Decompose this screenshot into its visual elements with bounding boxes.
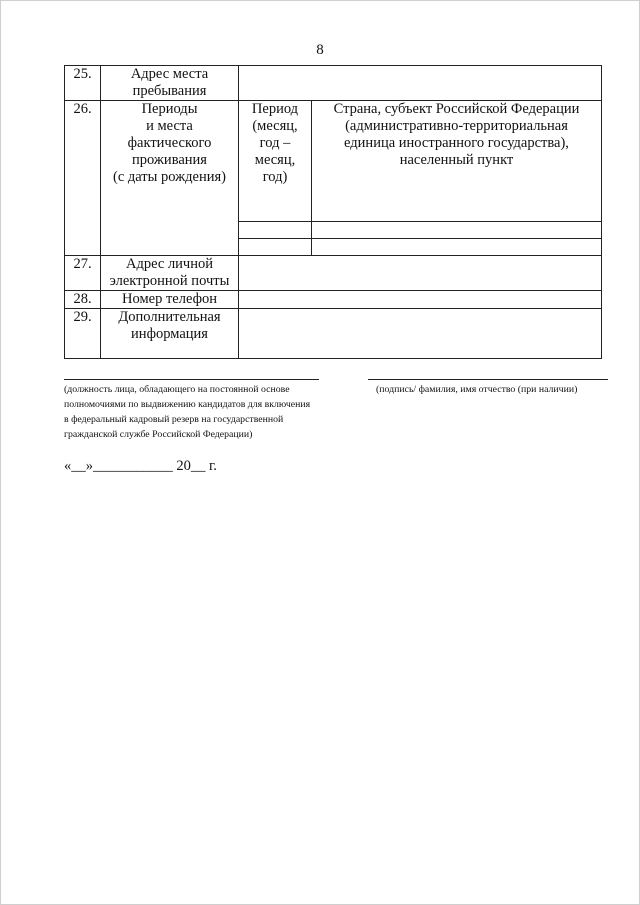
period-value[interactable]: [239, 239, 312, 256]
row-label: Дополнительная информация: [101, 309, 239, 359]
period-header: Период (месяц, год – месяц, год): [239, 101, 312, 222]
period-value[interactable]: [239, 222, 312, 239]
position-caption: (должность лица, обладающего на постоянной основе полномочиями по выдвижению кандидатов для включения в федеральный кадровый резерв на государственной гражданской службе Российской Федерации): [64, 384, 311, 440]
email-value[interactable]: [239, 256, 602, 291]
position-signature-line[interactable]: [64, 379, 319, 380]
row-number: 27.: [65, 256, 101, 291]
table-row-25: [65, 66, 602, 101]
row-label: Номер телефон: [101, 291, 239, 309]
additional-info-value[interactable]: [239, 309, 602, 359]
table-row-26: [65, 101, 602, 222]
row-label: Периоды и места фактического проживания (с даты рождения): [101, 101, 239, 256]
row-number: 29.: [65, 309, 101, 359]
row-number: 28.: [65, 291, 101, 309]
row-label: Адрес места пребывания: [101, 66, 239, 101]
table-row-28: [65, 291, 602, 309]
signature-name-line[interactable]: [368, 379, 608, 380]
table-row-27: [65, 256, 602, 291]
place-value[interactable]: [312, 222, 602, 239]
table-row-29: [65, 309, 602, 359]
signature-caption: (подпись/ фамилия, имя отчество (при наличии): [376, 384, 578, 395]
phone-value[interactable]: [239, 291, 602, 309]
page-number: 8: [316, 42, 324, 58]
row-number: 26.: [65, 101, 101, 256]
row-label: Адрес личной электронной почты: [101, 256, 239, 291]
place-value[interactable]: [312, 239, 602, 256]
place-header: Страна, субъект Российской Федерации (административно-территориальная единица иностранного государства), населенный пункт: [312, 101, 602, 222]
row-number: 25.: [65, 66, 101, 101]
date-line[interactable]: «__»___________ 20__ г.: [64, 458, 217, 474]
personal-data-table: [64, 65, 602, 359]
address-stay-value[interactable]: [239, 66, 602, 101]
